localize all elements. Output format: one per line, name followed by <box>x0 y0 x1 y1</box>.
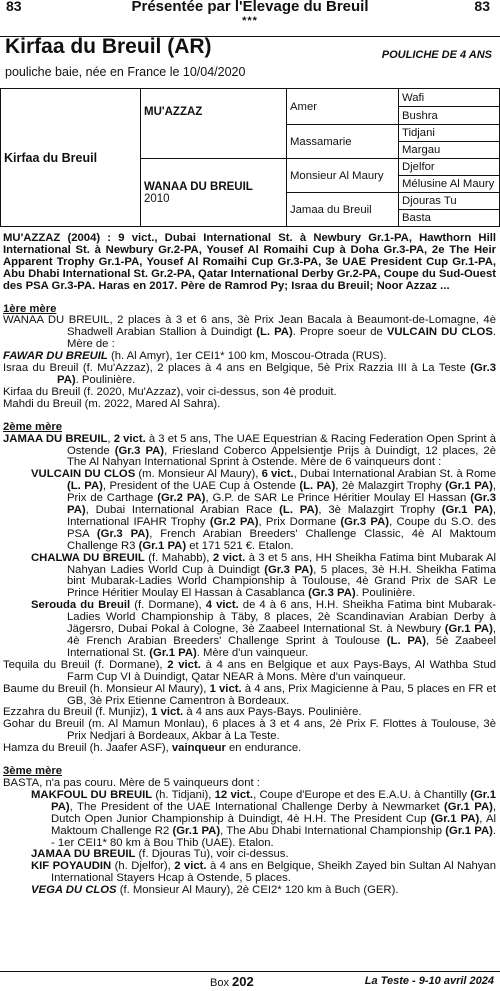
pedigree-sire: MU'AZZAZ <box>141 89 287 159</box>
dam-entry: WANAA DU BREUIL, 2 places à 3 et 6 ans, 3è Prix Jean Bacala à Beaumont-de-Lomagne, 4è Shadwell Arabian Stallion à Duindigt (L. PA). Propre soeur de VULCAIN DU CLOS. Mère de : <box>3 314 496 351</box>
third-dam-produce: KIF POYAUDIN (h. Djelfor), 2 vict. à 4 ans en Belgique, Sheikh Zayed bin Sultan Al Nahyan International Stayers Hcap à Ostende, 5 places. <box>31 860 496 885</box>
horse-name: Kirfaa du Breuil (AR) <box>5 35 212 58</box>
pedigree-sire-sire: Amer <box>287 89 399 125</box>
second-dam-produce: VULCAIN DU CLOS (m. Monsieur Al Maury), 6 vict., Dubai International Arabian St. à Rome (L. PA), President of the UAE Cup à Ostende (L. PA), 2è Malazgirt Trophy (Gr.1 PA), Prix de Carthage (Gr.2 PA), G.P. de SAR Le Prince Héritier Moulay El Hassan (Gr.3 PA), Dubai International Arabian Race (L. PA), 3è Malazgirt Trophy (Gr.1 PA), International IFAHR Trophy (Gr.2 PA), Prix Dormane (Gr.3 PA), Coupe du S.O. des PSA (Gr.3 PA), French Arabian Breeders' Challenge Classic, 4è Al Maktoum Challenge R3 (Gr.1 PA) et 171 521 €. Etalon. <box>31 468 497 552</box>
header-title: Présentée par l'Elevage du Breuil <box>131 0 369 15</box>
pedigree-subject: Kirfaa du Breuil <box>1 89 141 227</box>
pedigree-g3-5: Djelfor <box>399 159 500 176</box>
third-dam-produce: JAMAA DU BREUIL (f. Djouras Tu), voir ci-dessus. <box>31 848 289 861</box>
second-dam-produce: Hamza du Breuil (h. Jaafer ASF), vainqueur en endurance. <box>3 742 302 755</box>
third-dam-entry: BASTA, n'a pas couru. Mère de 5 vainqueurs dont : <box>3 776 260 789</box>
pedigree-table <box>0 88 500 227</box>
horse-sex-age: POULICHE DE 4 ANS <box>381 49 492 61</box>
section-first-dam: 1ère mère <box>3 302 57 315</box>
second-dam-entry: JAMAA DU BREUIL, 2 vict. à 3 et 5 ans, The UAE Equestrian & Racing Federation Open Sprint à Ostende (Gr.3 PA), Friesland Coberco Appelsientje Prijs à Duindigt, 12 places, 2è The Al Nahyan International Sprint à Ostende. Mère de 6 vainqueurs dont : <box>3 432 496 469</box>
pedigree-g3-4: Margau <box>399 142 500 159</box>
dam-produce: Mahdi du Breuil (m. 2022, Mared Al Sahra). <box>3 397 221 410</box>
pedigree-g3-3: Tidjani <box>399 125 500 142</box>
horse-description: pouliche baie, née en France le 10/04/2020 <box>5 65 246 79</box>
page-footer <box>0 973 500 991</box>
pedigree-dam-dam: Jamaa du Breuil <box>287 193 399 227</box>
third-dam-produce: VEGA DU CLOS (f. Monsieur Al Maury), 2è CEI2* 120 km à Buch (GER). <box>31 884 399 897</box>
pedigree-g3-7: Djouras Tu <box>399 193 500 210</box>
second-dam-produce: Ezzahra du Breuil (f. Munjiz), 1 vict. à 4 ans aux Pays-Bays. Poulinière. <box>3 706 362 719</box>
dam-produce: FAWAR DU BREUIL (h. Al Amyr), 1er CEI1* 100 km, Moscou-Otrada (RUS). <box>3 350 387 363</box>
page-number-right: 83 <box>474 0 490 14</box>
pedigree-g3-6: Mélusine Al Maury <box>399 176 500 193</box>
section-second-dam: 2ème mère <box>3 420 63 433</box>
second-dam-produce: Baume du Breuil (h. Monsieur Al Maury), 1 vict. à 4 ans, Prix Magicienne à Pau, 5 places en FR et GB, 3è Prix Etienne Camentron à Bordeaux. <box>3 682 496 707</box>
catalogue-text <box>3 233 496 897</box>
dam-produce: Israa du Breuil (f. Mu'Azzaz), 2 places à 4 ans en Belgique, 5è Prix Razzia III à La Teste (Gr.3 PA). Poulinière. <box>3 362 496 386</box>
dam-produce: Kirfaa du Breuil (f. 2020, Mu'Azzaz), voir ci-dessus, son 4è produit. <box>3 385 337 398</box>
second-dam-produce: Serouda du Breuil (f. Dormane), 4 vict. de 4 à 6 ans, H.H. Sheikha Fatima bint Mubarak-Ladies World Championship à Täby, 8 places, 2è Scandinavian Arabian Derby à Jägersro, Dubai Pokal à Cologne, 3è Zaabeel International St. à Newbury (Gr.1 PA), 4è French Arabian Breeders' Challenge Sprint à Toulouse (L. PA), 5è Zaabeel International St. (Gr.1 PA). Mère d'un vainqueur. <box>31 599 497 659</box>
pedigree-sire-dam: Massamarie <box>287 125 399 159</box>
pedigree-dam: WANAA DU BREUIL 2010 <box>141 159 287 227</box>
section-third-dam: 3ème mère <box>3 765 63 778</box>
second-dam-produce: CHALWA DU BREUIL (f. Mahabb), 2 vict. à 3 et 5 ans, HH Sheikha Fatima bint Mubarak Al Nahyan Ladies World Cup à Duindigt (Gr.3 PA), 5 places, 3è H.H. Sheikha Fatima bint Mubarak-Ladies World Championship à Toulouse, 4è Grand Prix de SAR Le Prince Héritier Moulay El Hassan à Casablanca (Gr.3 PA). Poulinière. <box>31 551 497 600</box>
third-dam-produce: MAKFOUL DU BREUIL (h. Tidjani), 12 vict., Coupe d'Europe et des E.A.U. à Chantilly (Gr.1 PA), The President of the UAE International Challenge Derby à Newmarket (Gr.1 PA), Dutch Open Junior Championship à Duindigt, 4è H.H. The President Cup (Gr.1 PA), Al Maktoum Challenge R2 (Gr.1 PA), The Abu Dhabi International Championship (Gr.1 PA). - 1er CEI1* 80 km à Bou Thib (UAE). Etalon. <box>31 788 496 849</box>
second-dam-produce: Tequila du Breuil (f. Dormane), 2 vict. à 4 ans en Belgique et aux Pays-Bays, Al Wathba Stud Farm Cup VI à Duindigt, Qatar NEAR à Mons. Mère d'un vainqueur. <box>3 658 497 683</box>
pedigree-g3-2: Bushra <box>399 107 500 125</box>
bottom-rule <box>0 971 500 972</box>
second-dam-produce: Gohar du Breuil (m. Al Mamun Monlau), 6 places à 3 et 4 ans, 2è Prix F. Flottes à Toulouse, 3è Prix Nedjari à Bordeaux, Akbar à La Teste. <box>3 718 496 743</box>
page-number-left: 83 <box>6 0 22 14</box>
pedigree-dam-sire: Monsieur Al Maury <box>287 159 399 193</box>
race-meeting: La Teste - 9-10 avril 2024 <box>364 975 494 987</box>
sire-summary: MU'AZZAZ (2004) : 9 vict., Dubai International St. à Newbury Gr.1-PA, Hawthorn Hill International St. à Newbury Gr.2-PA, Yousef Al Romaihi Cup à Doha Gr.3-PA, 2e The Heir Apparent Trophy Gr.1-PA, Yousef Al Romaihi Cup Gr.3-PA, 3e UAE President Cup Gr.1-PA, Abu Dhabi International St. Gr.2-PA, Qatar International Derby Gr.2-PA, Coupe du Sud-Ouest des PSA Gr.3-PA. Haras en 2017. Père de Ramrod Py; Israa du Breuil; Noor Azzaz ... <box>3 232 497 292</box>
pedigree-g3-1: Wafi <box>399 89 500 107</box>
pedigree-g3-8: Basta <box>399 210 500 227</box>
box-number: Box 202 <box>210 974 254 989</box>
header-stars: *** <box>242 15 258 27</box>
